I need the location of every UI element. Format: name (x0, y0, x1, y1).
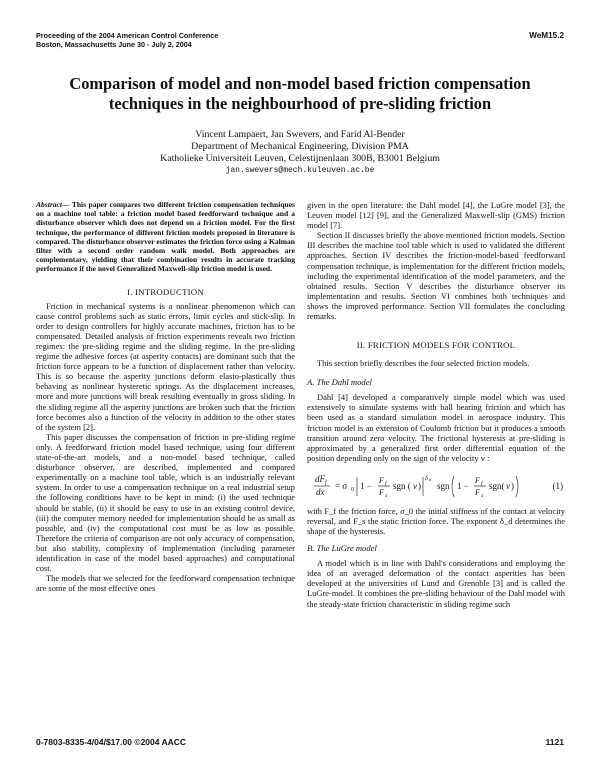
paragraph: given in the open literature: the Dahl model [4], the LuGre model [3], the Leuven model [12] [9], and the Generalized Maxwell-slip (GMS) friction model [7]. (307, 200, 565, 231)
subsection-heading-dahl: A. The Dahl model (307, 377, 372, 388)
title-line-2: techniques in the neighbourhood of pre-sliding friction (108, 94, 492, 113)
svg-text:F: F (475, 475, 480, 485)
author-department: Department of Mechanical Engineering, Division PMA (191, 141, 409, 152)
section-2-intro (307, 358, 565, 368)
svg-text:f: f (385, 480, 387, 487)
paragraph: A model which is in line with Dahl's considerations and employing the idea of an averaged deformation of the contact asperities has been developed at the universities of Lund and Grenoble [3] and is called the LuGre-model. It combines the pre-sliding behaviour of the Dahl model with the steady-state friction characteristic in sliding regime such (307, 558, 565, 609)
svg-text:1 −: 1 − (457, 480, 469, 491)
svg-text:0: 0 (351, 486, 354, 493)
svg-text:F: F (475, 487, 480, 497)
equation-number: (1) (552, 480, 563, 491)
svg-text:v: v (506, 480, 510, 491)
dahl-equation-graphic (307, 469, 565, 503)
paper-title (0, 74, 600, 114)
right-column-body (307, 200, 565, 321)
section-heading-friction-models: II. FRICTION MODELS FOR CONTROL (356, 340, 516, 351)
svg-text:sgn(: sgn( (489, 480, 505, 491)
svg-text:F: F (379, 487, 384, 497)
svg-text:1 −: 1 − (360, 480, 372, 491)
svg-text:f: f (325, 479, 327, 486)
right-column (307, 200, 565, 609)
conference-header (36, 31, 218, 49)
abstract-text: This paper compares two different friction compensation techniques on a machine tool table: a friction model based feedforward technique and a disturbance observer which does not depend on a friction model. For the first technique, the performance of different friction models proposed in literature is compared. The disturbance observer estimates the friction force using a Kalman filter with a second order random walk model. Both approaches are complementary, yielding that their combination results in accurate tracking performance if the novel Generalized Maxwell-slip friction model is used. (36, 200, 295, 274)
introduction-body (36, 301, 295, 594)
author-block (0, 129, 600, 177)
after-equation (307, 506, 565, 536)
author-university: Katholieke Universiteit Leuven, Celestijnenlaan 300B, B3001 Belgium (160, 153, 440, 164)
dahl-body (307, 392, 565, 463)
svg-text:δ: δ (425, 475, 428, 482)
left-column (36, 200, 295, 593)
svg-text:): ) (511, 480, 514, 491)
location-line: Boston, Massachusetts June 30 - July 2, 2004 (36, 40, 192, 49)
svg-text:dF: dF (315, 473, 325, 484)
svg-text:sgn: sgn (437, 480, 450, 491)
subsection-heading-lugre: B. The LuGre model (307, 543, 377, 554)
svg-text:d: d (429, 476, 432, 482)
paragraph: Dahl [4] developed a comparatively simple model which was used extensively to simulate systems with ball bearing friction and which has been used as a standard simulation model in aerospace industry. This friction model is an extension of Coulomb friction but it produces a smooth transition around zero velocity. The frictional hysteresis at pre-sliding is approximated by a generalized first order differential equation of the position depending only on the sign of the velocity v : (307, 392, 565, 463)
svg-text:sgn (: sgn ( (393, 480, 411, 491)
svg-text:s: s (385, 492, 388, 499)
lugre-body (307, 558, 565, 608)
svg-text:): ) (418, 480, 421, 491)
title-line-1: Comparison of model and non-model based friction compensation (69, 74, 531, 93)
paragraph: Friction in mechanical systems is a nonlinear phenomenon which can cause control problems such as static errors, limit cycles and stick-slip. In order to design controllers for highly accurate machines, friction has to be compensated. Detailed analysis of friction experiments reveals two friction regimes: the pre-sliding regime and the sliding regime. In the pre-sliding regime the adhesive forces (at asperity contacts) are dominant such that the friction force appears to be a function of displacement rather than velocity. This is so because the asperity junctions deform elasto-plastically thus behaving as nonlinear hysteretic springs. As the displacement increases, more and more junctions will break resulting eventually in gross sliding. In the sliding regime all the asperity junctions are broken such that the friction force becomes also a function of the velocity in addition to the other states of the system [2]. (36, 300, 295, 432)
session-code: WeM15.2 (529, 31, 564, 40)
footer-copyright: 0-7803-8335-4/04/$17.00 ©2004 AACC (36, 737, 187, 747)
page-number: 1121 (545, 737, 564, 747)
paragraph: This section briefly describes the four selected friction models. (317, 358, 530, 369)
equation-1 (307, 469, 565, 503)
proceedings-line: Proceeding of the 2004 American Control Conference (36, 31, 219, 40)
section-heading-introduction: I. INTRODUCTION (127, 286, 204, 297)
paragraph: The models that we selected for the feedforward compensation technique are some of the most effective ones (36, 573, 295, 594)
author-names: Vincent Lampaert, Jan Swevers, and Farid Al-Bender (195, 129, 405, 140)
svg-text:dx: dx (316, 486, 325, 497)
svg-text:f: f (481, 480, 483, 487)
svg-text:s: s (481, 492, 484, 499)
svg-text:F: F (379, 475, 384, 485)
paragraph: Section II discusses briefly the above mentioned friction models. Section III describes the machine tool table which is used to validated the different approaches. Section IV describes the friction-model-based feedforward compensation technique, is implementation for the different friction models, including the experimental identification of the model parameters, and the obtained results. Section V describes the disturbance observer its implementation and results. Section VI combines both techniques and shows the improved performance. Section VII formulates the concluding remarks. (307, 230, 565, 322)
abstract-label: Abstract— (36, 200, 70, 209)
paragraph: with F_f the friction force, σ_0 the initial stiffness of the contact at velocity reversal, and F_s the static friction force. The exponent δ_d determines the shape of the hysteresis. (307, 505, 565, 537)
abstract (36, 200, 295, 274)
svg-text:= σ: = σ (335, 480, 348, 491)
svg-text:v: v (413, 480, 417, 491)
paragraph: This paper discusses the compensation of friction in pre-sliding regime only. A feedforward friction model based technique, using four different state-of-the-art models, and a non-model based technique, called disturbance observer, are described, implemented and compared experimentally on a machine tool table, which is an industrially relevant system. In order to use a compensation technique on a real industrial setup the following conditions have to be kept in mind: (i) the used technique should be stable, (ii) it should be easy to use in an existing control device, (iii) the computer memory needed for implementation should be as small as possible, and (iv) the computational cost must be as low as possible. Therefore the criteria of comparison are not only accuracy of compensation, but also stability, complexity of implementation (including parameter identification in case of the model based approaches) and computational cost. (36, 431, 295, 574)
author-email[interactable]: jan.swevers@mech.kuleuven.ac.be (225, 166, 375, 175)
